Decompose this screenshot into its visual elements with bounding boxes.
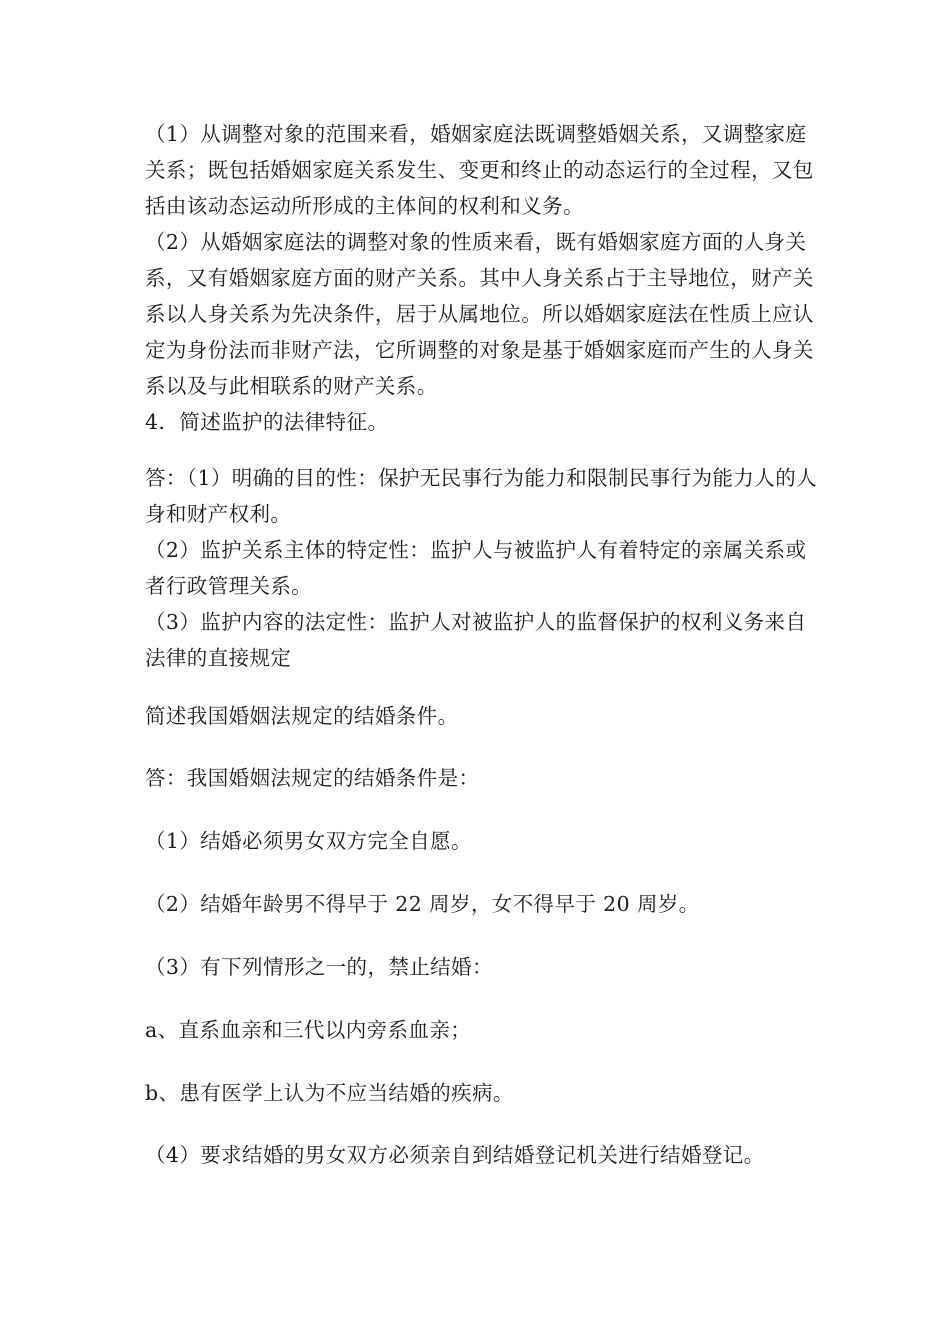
paragraph-text: 答：（1）明确的目的性：保护无民事行为能力和限制民事行为能力人的人身和财产权利。: [145, 466, 817, 526]
answer-content: [145, 604, 825, 676]
question-guardianship: [145, 404, 825, 440]
condition-prohibited: [145, 949, 825, 985]
list-item: a、直系血亲和三代以内旁系血亲；: [145, 1018, 472, 1042]
condition-age: [145, 886, 825, 922]
condition-voluntary: [145, 823, 825, 859]
paragraph-adjustment-scope: [145, 116, 825, 224]
list-item: （2）结婚年龄男不得早于 22 周岁，女不得早于 20 周岁。: [145, 892, 700, 916]
condition-prohibited-a: [145, 1012, 825, 1048]
paragraph-adjustment-nature: [145, 224, 825, 404]
paragraph-text: （3）监护内容的法定性：监护人对被监护人的监督保护的权利义务来自法律的直接规定: [145, 610, 807, 670]
paragraph-text: （2）监护关系主体的特定性：监护人与被监护人有着特定的亲属关系或者行政管理关系。: [145, 538, 807, 598]
answer-intro: [145, 760, 825, 796]
list-item: （1）结婚必须男女双方完全自愿。: [145, 829, 472, 853]
list-item: b、患有医学上认为不应当结婚的疾病。: [145, 1081, 514, 1105]
list-item: （3）有下列情形之一的，禁止结婚：: [145, 955, 493, 979]
answer-subject: [145, 532, 825, 604]
paragraph-text: （2）从婚姻家庭法的调整对象的性质来看，既有婚姻家庭方面的人身关系，又有婚姻家庭方面的财产关系。其中人身关系占于主导地位，财产关系以人身关系为先决条件，居于从属地位。所以婚姻家庭法在性质上应认定为身份法而非财产法，它所调整的对象是基于婚姻家庭而产生的人身关系以及与此相联系的财产关系。: [145, 230, 814, 398]
paragraph-text: 答：我国婚姻法规定的结婚条件是：: [145, 766, 480, 790]
list-item: （4）要求结婚的男女双方必须亲自到结婚登记机关进行结婚登记。: [145, 1143, 765, 1167]
condition-prohibited-b: [145, 1075, 825, 1111]
question-heading: 4．简述监护的法律特征。: [145, 410, 389, 434]
condition-registration: [145, 1137, 825, 1173]
answer-purpose: [145, 460, 825, 532]
question-heading: 简述我国婚姻法规定的结婚条件。: [145, 704, 459, 728]
paragraph-text: （1）从调整对象的范围来看，婚姻家庭法既调整婚姻关系，又调整家庭关系；既包括婚姻家庭关系发生、变更和终止的动态运行的全过程，又包括由该动态运动所形成的主体间的权利和义务。: [145, 122, 814, 218]
question-marriage-conditions: [145, 698, 825, 734]
